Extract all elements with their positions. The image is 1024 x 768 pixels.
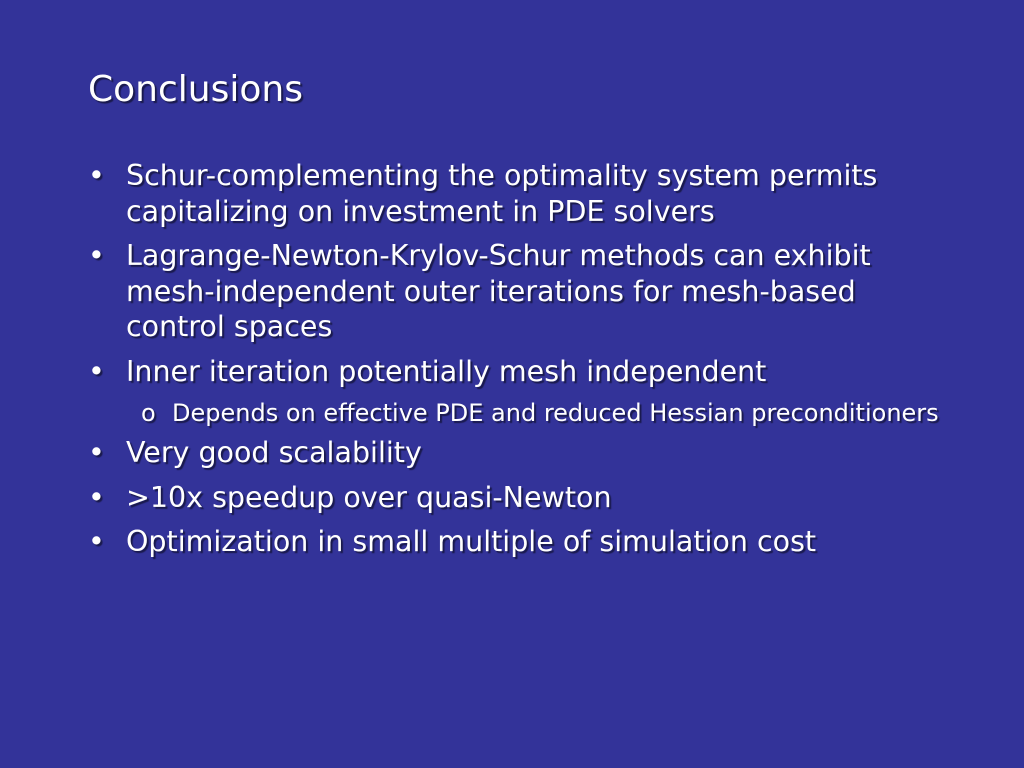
- bullet-marker: •: [88, 525, 105, 558]
- bullet-list: [88, 158, 948, 569]
- bullet-item: [88, 435, 948, 471]
- bullet-text: Very good scalability: [126, 436, 422, 469]
- bullet-item: [88, 158, 948, 229]
- bullet-marker: •: [88, 354, 105, 388]
- bullet-text: Schur-complementing the optimality system permits capitalizing on investment in PDE solvers: [126, 159, 878, 228]
- bullet-text: Optimization in small multiple of simulation cost: [126, 525, 817, 558]
- slide-title: Conclusions: [88, 69, 303, 110]
- bullet-item: [88, 354, 948, 390]
- sub-bullet-text: Depends on effective PDE and reduced Hessian preconditioners: [172, 399, 939, 427]
- bullet-item: [88, 238, 948, 345]
- bullet-item: [88, 480, 948, 516]
- bullet-item: [88, 524, 948, 560]
- bullet-marker: •: [88, 436, 105, 469]
- bullet-text: Lagrange-Newton-Krylov-Schur methods can exhibit mesh-independent outer iterations for mesh-based control spaces: [126, 239, 871, 343]
- bullet-marker: •: [88, 159, 105, 192]
- bullet-text: >10x speedup over quasi-Newton: [126, 480, 612, 514]
- bullet-text: Inner iteration potentially mesh independent: [126, 354, 767, 388]
- sub-bullet-item: [88, 398, 948, 428]
- bullet-marker: •: [88, 239, 105, 272]
- sub-bullet-marker: o: [141, 399, 156, 427]
- bullet-marker: •: [88, 480, 105, 514]
